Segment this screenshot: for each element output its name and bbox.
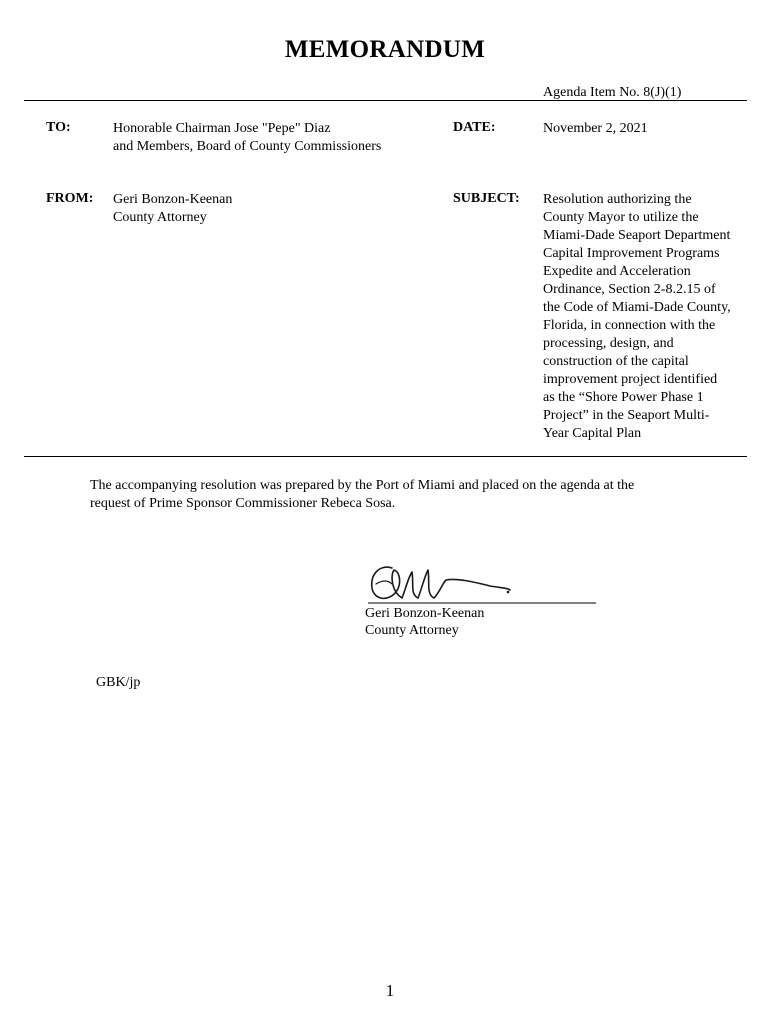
subject-line: Expedite and Acceleration xyxy=(543,264,691,279)
to-label: TO: xyxy=(46,120,71,135)
signer-name: Geri Bonzon-Keenan xyxy=(365,606,485,621)
body-line: request of Prime Sponsor Commissioner Rebeca Sosa. xyxy=(90,496,396,511)
subject-line: Year Capital Plan xyxy=(543,426,642,441)
subject-line: Florida, in connection with the xyxy=(543,318,716,333)
signer-title: County Attorney xyxy=(365,623,459,638)
to-line: and Members, Board of County Commissioners xyxy=(113,139,382,154)
from-sender xyxy=(113,191,232,227)
subject-line: Ordinance, Section 2-8.2.15 of xyxy=(543,282,716,297)
subject-text xyxy=(543,191,731,443)
subject-line: construction of the capital xyxy=(543,354,689,369)
subject-line: processing, design, and xyxy=(543,336,674,351)
page-number: 1 xyxy=(385,981,395,1000)
from-line: Geri Bonzon-Keenan xyxy=(113,192,233,207)
subject-line: County Mayor to utilize the xyxy=(543,210,699,225)
date-value: November 2, 2021 xyxy=(543,121,648,136)
body-rule xyxy=(24,456,747,457)
subject-line: Capital Improvement Programs xyxy=(543,246,720,261)
body-line: The accompanying resolution was prepared by the Port of Miami and placed on the agenda at the xyxy=(90,478,635,493)
reference-initials: GBK/jp xyxy=(96,675,141,690)
header-rule xyxy=(24,100,747,101)
subject-label: SUBJECT: xyxy=(453,191,520,206)
subject-line: Resolution authorizing the xyxy=(543,192,692,207)
subject-line: as the “Shore Power Phase 1 xyxy=(543,390,704,405)
subject-line: the Code of Miami-Dade County, xyxy=(543,300,731,315)
subject-line: Miami-Dade Seaport Department xyxy=(543,228,731,243)
subject-line: improvement project identified xyxy=(543,372,718,387)
signature-block xyxy=(365,605,484,639)
date-label: DATE: xyxy=(453,120,496,135)
agenda-item-number: Agenda Item No. 8(J)(1) xyxy=(543,85,682,100)
signature-image xyxy=(362,558,602,608)
to-recipients xyxy=(113,120,381,156)
subject-line: Project” in the Seaport Multi- xyxy=(543,408,710,423)
to-line: Honorable Chairman Jose "Pepe" Diaz xyxy=(113,121,331,136)
memo-title: MEMORANDUM xyxy=(284,36,486,63)
from-label: FROM: xyxy=(46,191,94,206)
memo-body xyxy=(90,477,634,513)
from-line: County Attorney xyxy=(113,210,207,225)
